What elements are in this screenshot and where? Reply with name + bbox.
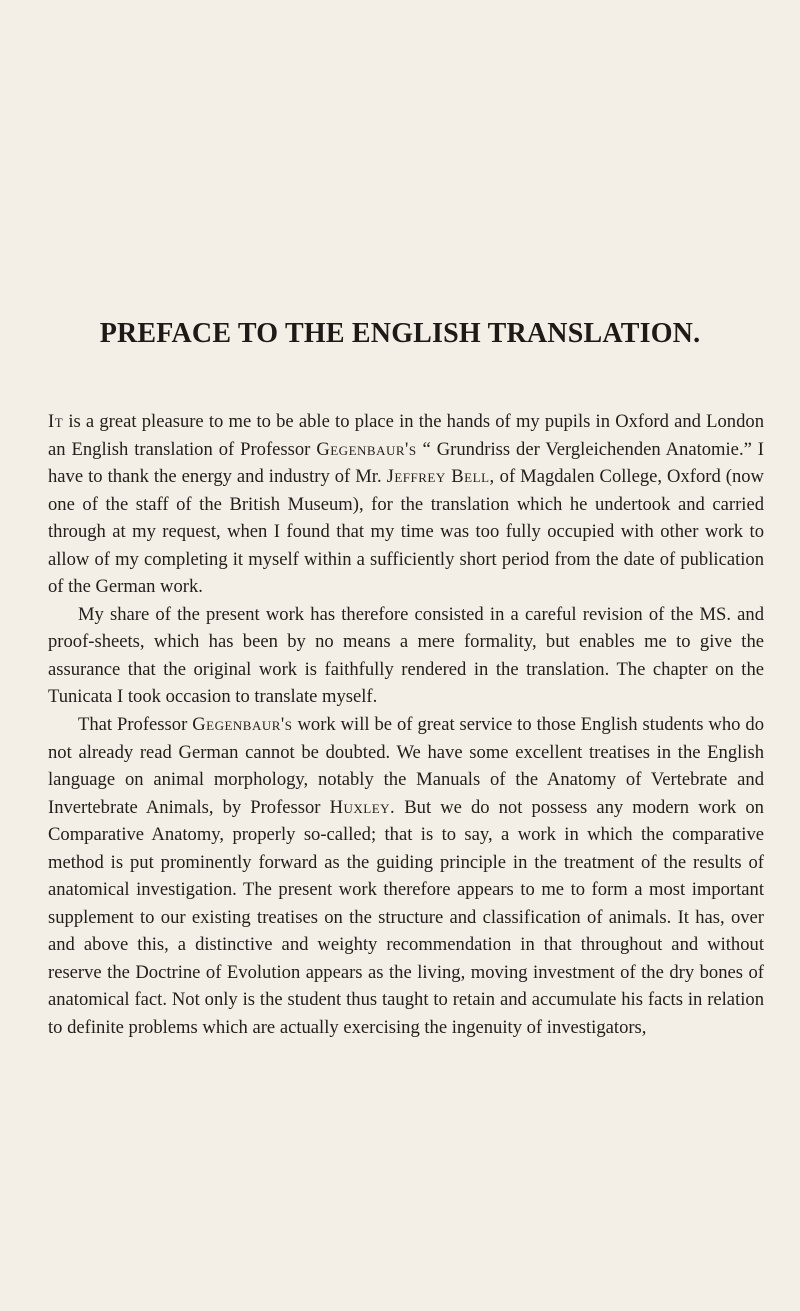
preface-body [48, 408, 764, 1042]
translator-name: Jeffrey Bell, [386, 466, 495, 488]
paragraph-text: of Magdalen College, Oxford (now one of the staff of the British Museum), for the translation which he undertook and carried through at my request, when I found that my time was too fully occupied with other work to allow of my completing it myself within a sufficiently short period from the date of publication of the German work. [48, 466, 764, 598]
page-title: PREFACE TO THE ENGLISH TRANSLATION. [99, 318, 701, 349]
author-name: Huxley. [329, 796, 396, 818]
paragraph-text: work will be of great service to those English students who do not already read German cannot be doubted. We have some excellent treatises in the English language on animal morphology, notably the Manuals of the Anatomy of Vertebrate and Invertebrate Animals, by Professor [48, 714, 765, 818]
paragraph-text: That Professor [78, 714, 193, 736]
paragraph-text: But we do not possess any modern work on Comparative Anatomy, properly so-called; that is to say, a work in which the comparative method is put prominently forward as the guiding principle in the treatment of the results of anatomical investigation. The present work therefore appears to me to form a most important supplement to our existing treatises on the structure and classification of animals. It has, over and above this, a distinctive and weighty recommendation in that throughout and without reserve the Doctrine of Evolution appears as the living, moving investment of the dry bones of anatomical fact. Not only is the student thus taught to retain and accumulate his facts in relation to definite problems which are actually exercising the ingenuity of investigators, [48, 796, 764, 1039]
paragraph-text: It [48, 411, 64, 432]
paragraph-2 [48, 601, 764, 711]
paragraph-1 [48, 408, 764, 601]
paragraph-text: “ Grundriss der Vergleichenden Anatomie.” I have to thank the energy and industry of Mr. [48, 438, 764, 488]
paragraph-3 [48, 711, 764, 1042]
paragraph-text: is a great pleasure to me to be able to place in the hands of my pupils in Oxford and London an English translation of Professor [48, 411, 764, 460]
paragraph-text: My share of the present work has therefore consisted in a careful revision of the MS. and proof-sheets, which has been by no means a mere formality, but enables me to give the assurance that the original work is faithfully rendered in the translation. The chapter on the Tunicata I took occasion to translate myself. [48, 603, 764, 708]
author-name: Gegenbaur's [316, 438, 417, 460]
author-name: Gegenbaur's [192, 714, 293, 736]
